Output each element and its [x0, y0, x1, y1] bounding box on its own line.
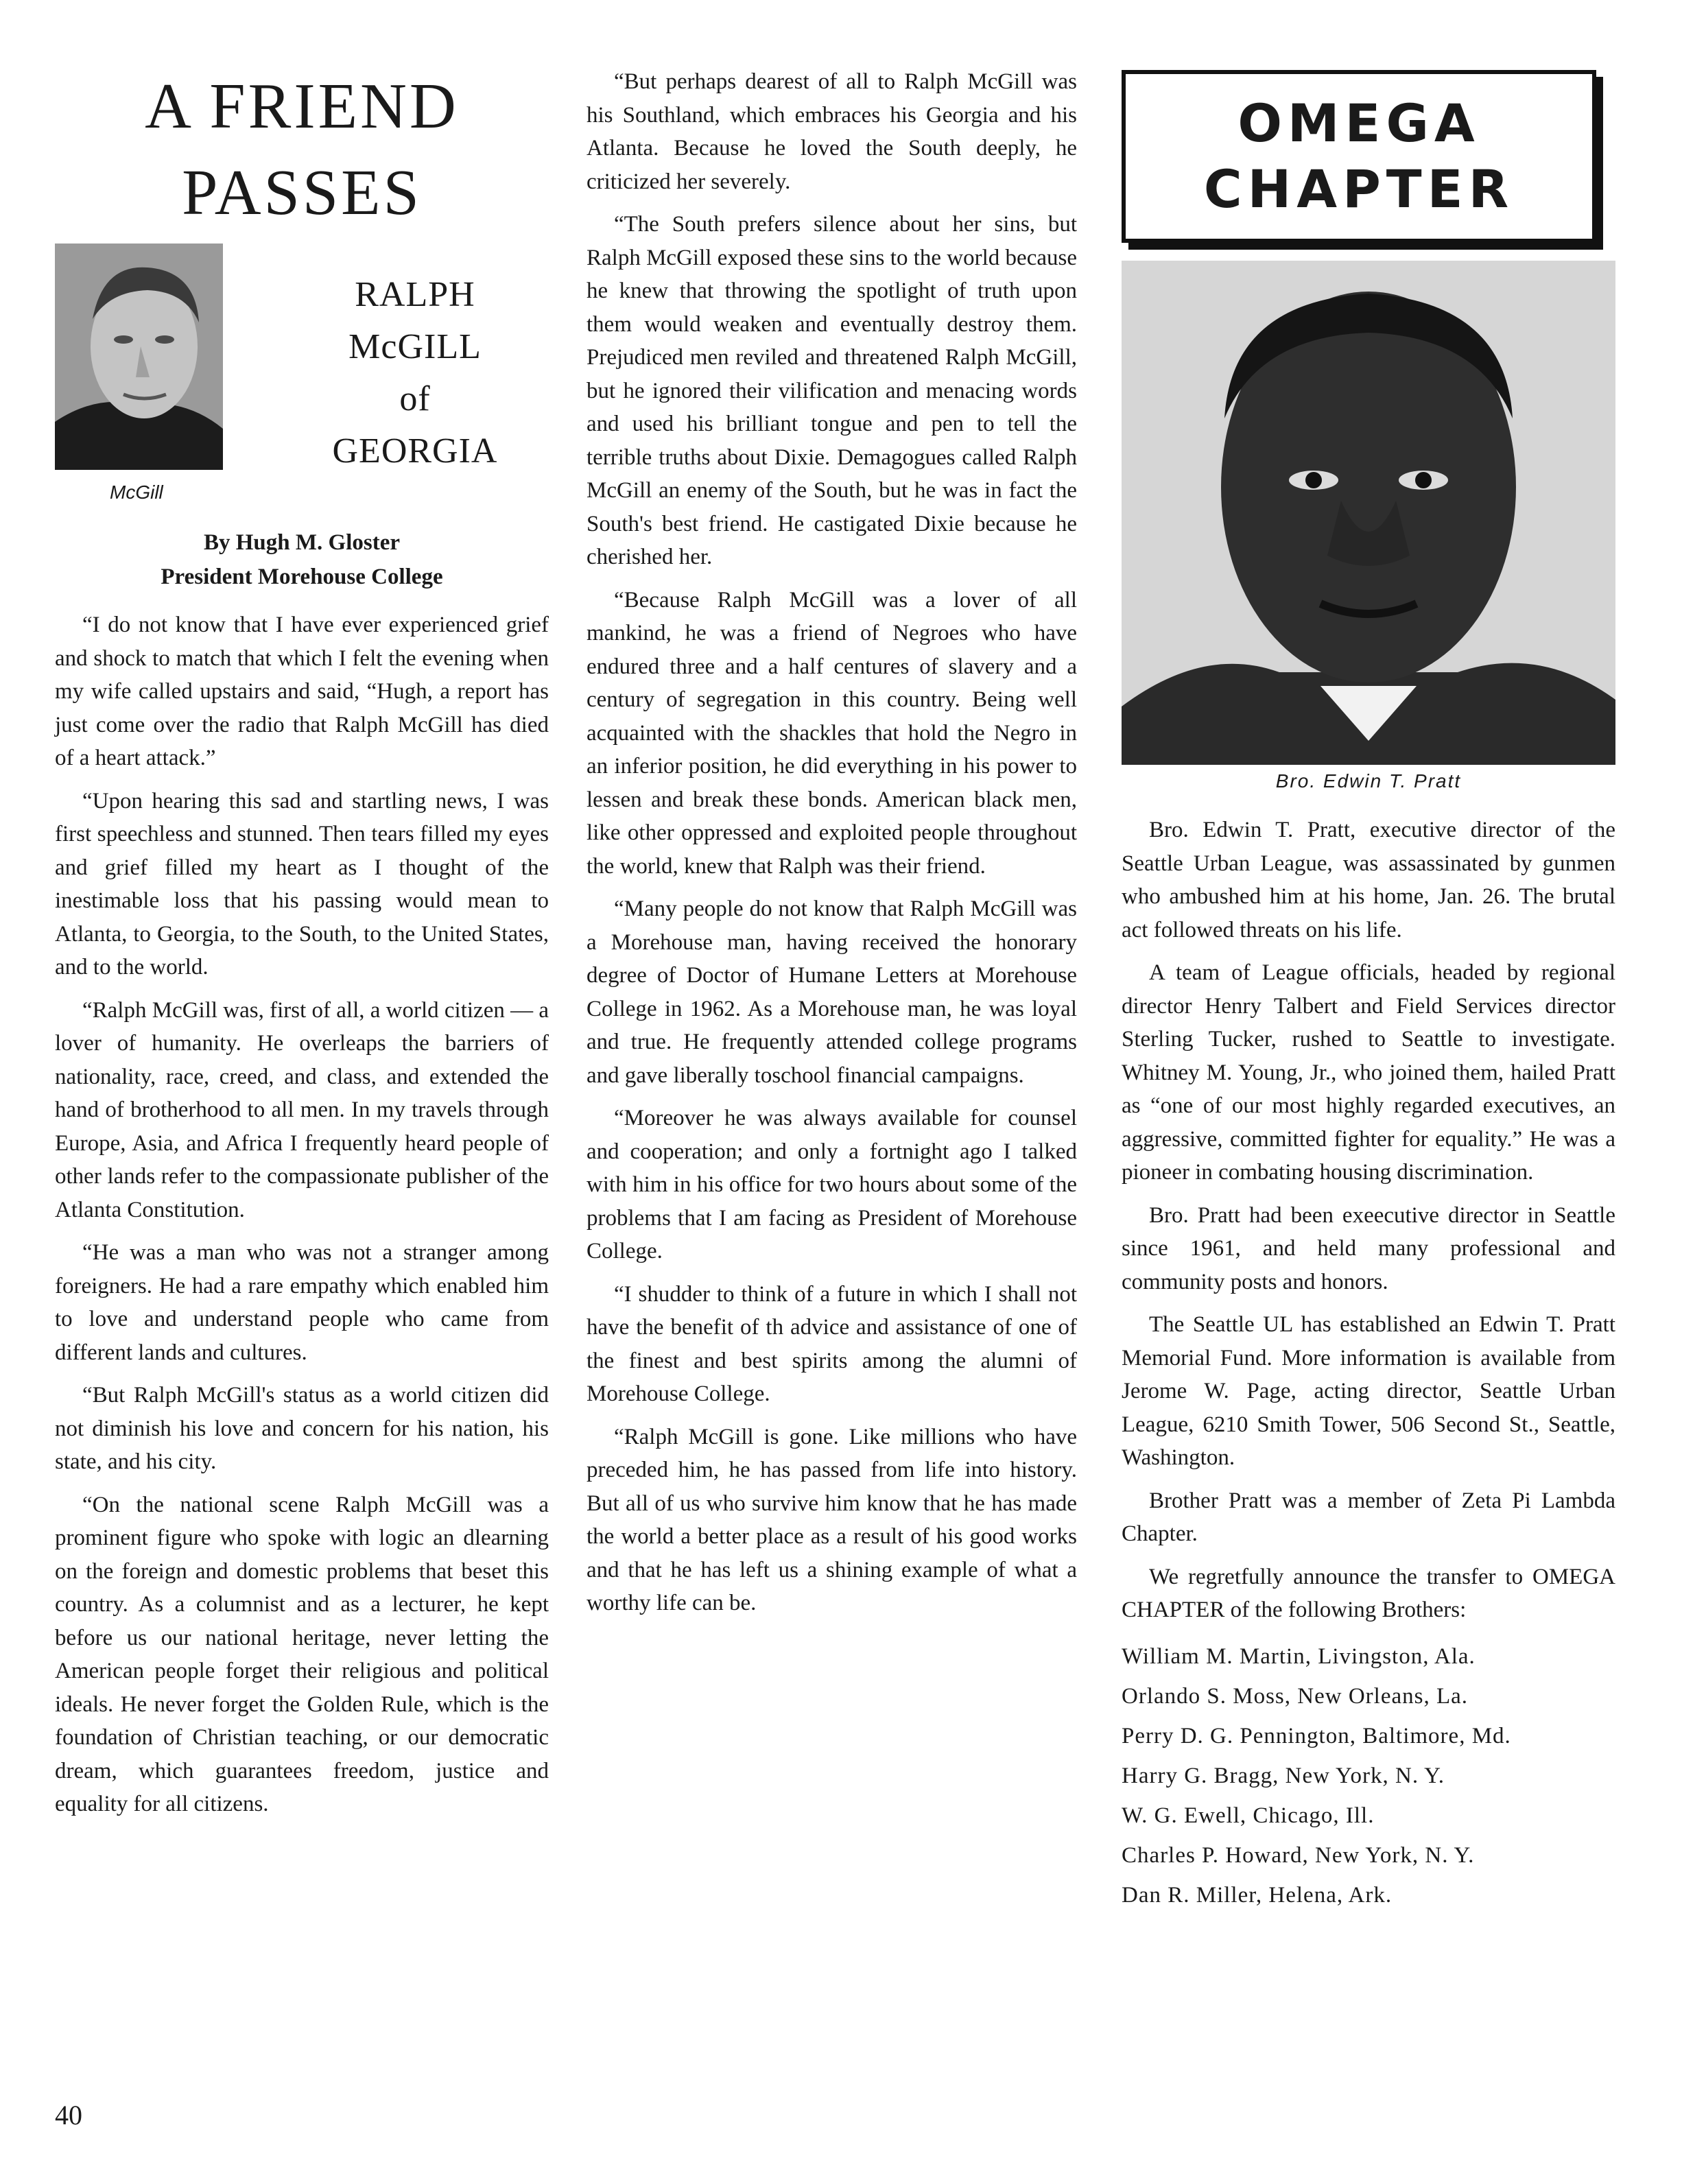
article-paragraph: “Ralph McGill is gone. Like millions who have preceded him, he has passed from life into history. But all of us who survive him know that he has made the world a better place as a result of his good works and that he has left us a shining example of what a worthy life can be.	[587, 1424, 1077, 1615]
list-item: Harry G. Bragg, New York, N. Y.	[1122, 1763, 1445, 1788]
headline-line-2: PASSES	[182, 157, 422, 228]
byline-title: President Morehouse College	[161, 565, 443, 589]
omega-line-2: CHAPTER	[1203, 158, 1515, 219]
article-paragraph: “Many people do not know that Ralph McGill was a Morehouse man, having received the honorary degree of Doctor of Humane Letters at Morehouse College in 1962. As a Morehouse man, he was loyal and true. He frequently attended college programs and gave liberally toschool financial campaigns.	[587, 897, 1077, 1088]
omega-paragraph: We regretfully announce the transfer to OMEGA CHAPTER of the following Brothers:	[1122, 1564, 1615, 1622]
article-paragraph: “But perhaps dearest of all to Ralph McGill was his Southland, which embraces his Georgia and his Atlanta. Because he loved the South deeply, he criticized her severely.	[587, 69, 1077, 194]
article-headline	[55, 63, 549, 236]
article-paragraph: “I do not know that I have ever experienced grief and shock to match that which I felt the evening when my wife called upstairs and said, “Hugh, a report has just come over the radio that Ralph McGill has died of a heart attack.”	[55, 613, 549, 770]
article-paragraph: “Because Ralph McGill was a lover of all mankind, he was a friend of Negroes who have endured three and a half centures of slavery and a century of segregation in this country. Being well acquainted with the shackles that hold the Negro in an inferior position, he did everything in his power to lessen and break these bonds. American black men, like other oppressed and exploited people throughout the world, knew that Ralph was their friend.	[587, 587, 1077, 879]
article-column-2	[587, 65, 1077, 1630]
omega-line-1: OMEGA	[1237, 93, 1480, 154]
omega-chapter-column	[1122, 814, 1615, 1915]
article-column-1	[55, 608, 549, 1831]
article-paragraph: “Ralph McGill was, first of all, a world citizen — a lover of humanity. He overleaps the barriers of nationality, race, creed, and class, and extended the hand of brotherhood to all men. In my travels through Europe, Asia, and Africa I frequently heard people of other lands refer to the compassionate publisher of the Atlanta Constitution.	[55, 997, 549, 1222]
byline	[55, 525, 549, 594]
omega-paragraph: Bro. Edwin T. Pratt, executive director of the Seattle Urban League, was assassinated by gunmen who ambushed him at his home, Jan. 26. The brutal act followed threats on his life.	[1122, 818, 1615, 942]
mcgill-portrait-photo	[55, 244, 223, 470]
article-subject	[302, 269, 528, 477]
subject-line-3: of	[399, 379, 431, 418]
article-paragraph: “Moreover he was always available for counsel and cooperation; and only a fortnight ago I talked with him in his office for two hours about some of the problems that I am facing as President of Morehouse College.	[587, 1106, 1077, 1263]
pratt-photo-caption: Bro. Edwin T. Pratt	[1275, 770, 1462, 792]
article-paragraph: “On the national scene Ralph McGill was a prominent figure who spoke with logic an dlearning on the foreign and domestic problems that beset this country. As a columnist and as a lecturer, he kept before us our national heritage, never letting the American people forget their religious and political ideals. He never forget the Golden Rule, which is the foundation of Christian teaching, or our democratic dream, which guarantees freedom, justice and equality for all citizens.	[55, 1492, 549, 1816]
mcgill-photo-caption: McGill	[110, 482, 163, 503]
subject-line-1: RALPH	[355, 275, 475, 314]
headline-line-1: A FRIEND	[145, 71, 459, 142]
omega-paragraph: Bro. Pratt had been exeecutive director in Seattle since 1961, and held many professional and community posts and honors.	[1122, 1202, 1615, 1294]
list-item: Charles P. Howard, New York, N. Y.	[1122, 1842, 1475, 1868]
subject-line-4: GEORGIA	[332, 431, 498, 471]
article-paragraph: “Upon hearing this sad and startling news, I was first speechless and stunned. Then tears filled my eyes and grief filled my heart as I thought of the inestimable loss that his passing would mean to Atlanta, to Georgia, to the South, to the United States, and to the world.	[55, 788, 549, 980]
omega-brothers-list	[1122, 1637, 1615, 1915]
pratt-portrait-photo	[1122, 261, 1615, 765]
article-paragraph: “He was a man who was not a stranger among foreigners. He had a rare empathy which enabled him to love and understand people who came from different lands and cultures.	[55, 1240, 549, 1365]
article-paragraph: “But Ralph McGill's status as a world citizen did not diminish his love and concern for his nation, his state, and his city.	[55, 1383, 549, 1474]
omega-paragraph: The Seattle UL has established an Edwin T. Pratt Memorial Fund. More information is available from Jerome W. Page, acting director, Seattle Urban League, 6210 Smith Tower, 506 Second St., Seattle, Washington.	[1122, 1312, 1615, 1470]
page-number: 40	[55, 2100, 82, 2130]
omega-paragraph: Brother Pratt was a member of Zeta Pi Lambda Chapter.	[1122, 1488, 1615, 1546]
article-paragraph: “I shudder to think of a future in which I shall not have the benefit of th advice and assistance of one of the finest and best spirits among the alumni of Morehouse College.	[587, 1281, 1077, 1406]
byline-author: By Hugh M. Gloster	[204, 530, 400, 555]
article-paragraph: “The South prefers silence about her sins, but Ralph McGill exposed these sins to the world because he knew that throwing the spotlight of truth upon them would weaken and eventually destroy them. Prejudiced men reviled and threatened Ralph McGill, but he ignored their vilification and menacing words and used his brilliant tongue and pen to tell the terrible truths about Dixie. Demagogues called Ralph McGill an enemy of the South, but he was in fact the South's best friend. He castigated Dixie because he cherished her.	[587, 212, 1077, 569]
list-item: Orlando S. Moss, New Orleans, La.	[1122, 1683, 1469, 1709]
list-item: W. G. Ewell, Chicago, Ill.	[1122, 1803, 1375, 1828]
subject-line-2: McGILL	[348, 327, 482, 366]
list-item: William M. Martin, Livingston, Ala.	[1122, 1643, 1476, 1669]
omega-paragraph: A team of League officials, headed by regional director Henry Talbert and Field Services director Sterling Tucker, rushed to Seattle to investigate. Whitney M. Young, Jr., who joined them, hailed Pratt as “one of our most highly regarded executives, an aggressive, committed fighter for equality.” He was a pioneer in combating housing discrimination.	[1122, 960, 1615, 1185]
omega-chapter-header	[1122, 70, 1596, 243]
list-item: Dan R. Miller, Helena, Ark.	[1122, 1882, 1393, 1908]
list-item: Perry D. G. Pennington, Baltimore, Md.	[1122, 1723, 1511, 1748]
